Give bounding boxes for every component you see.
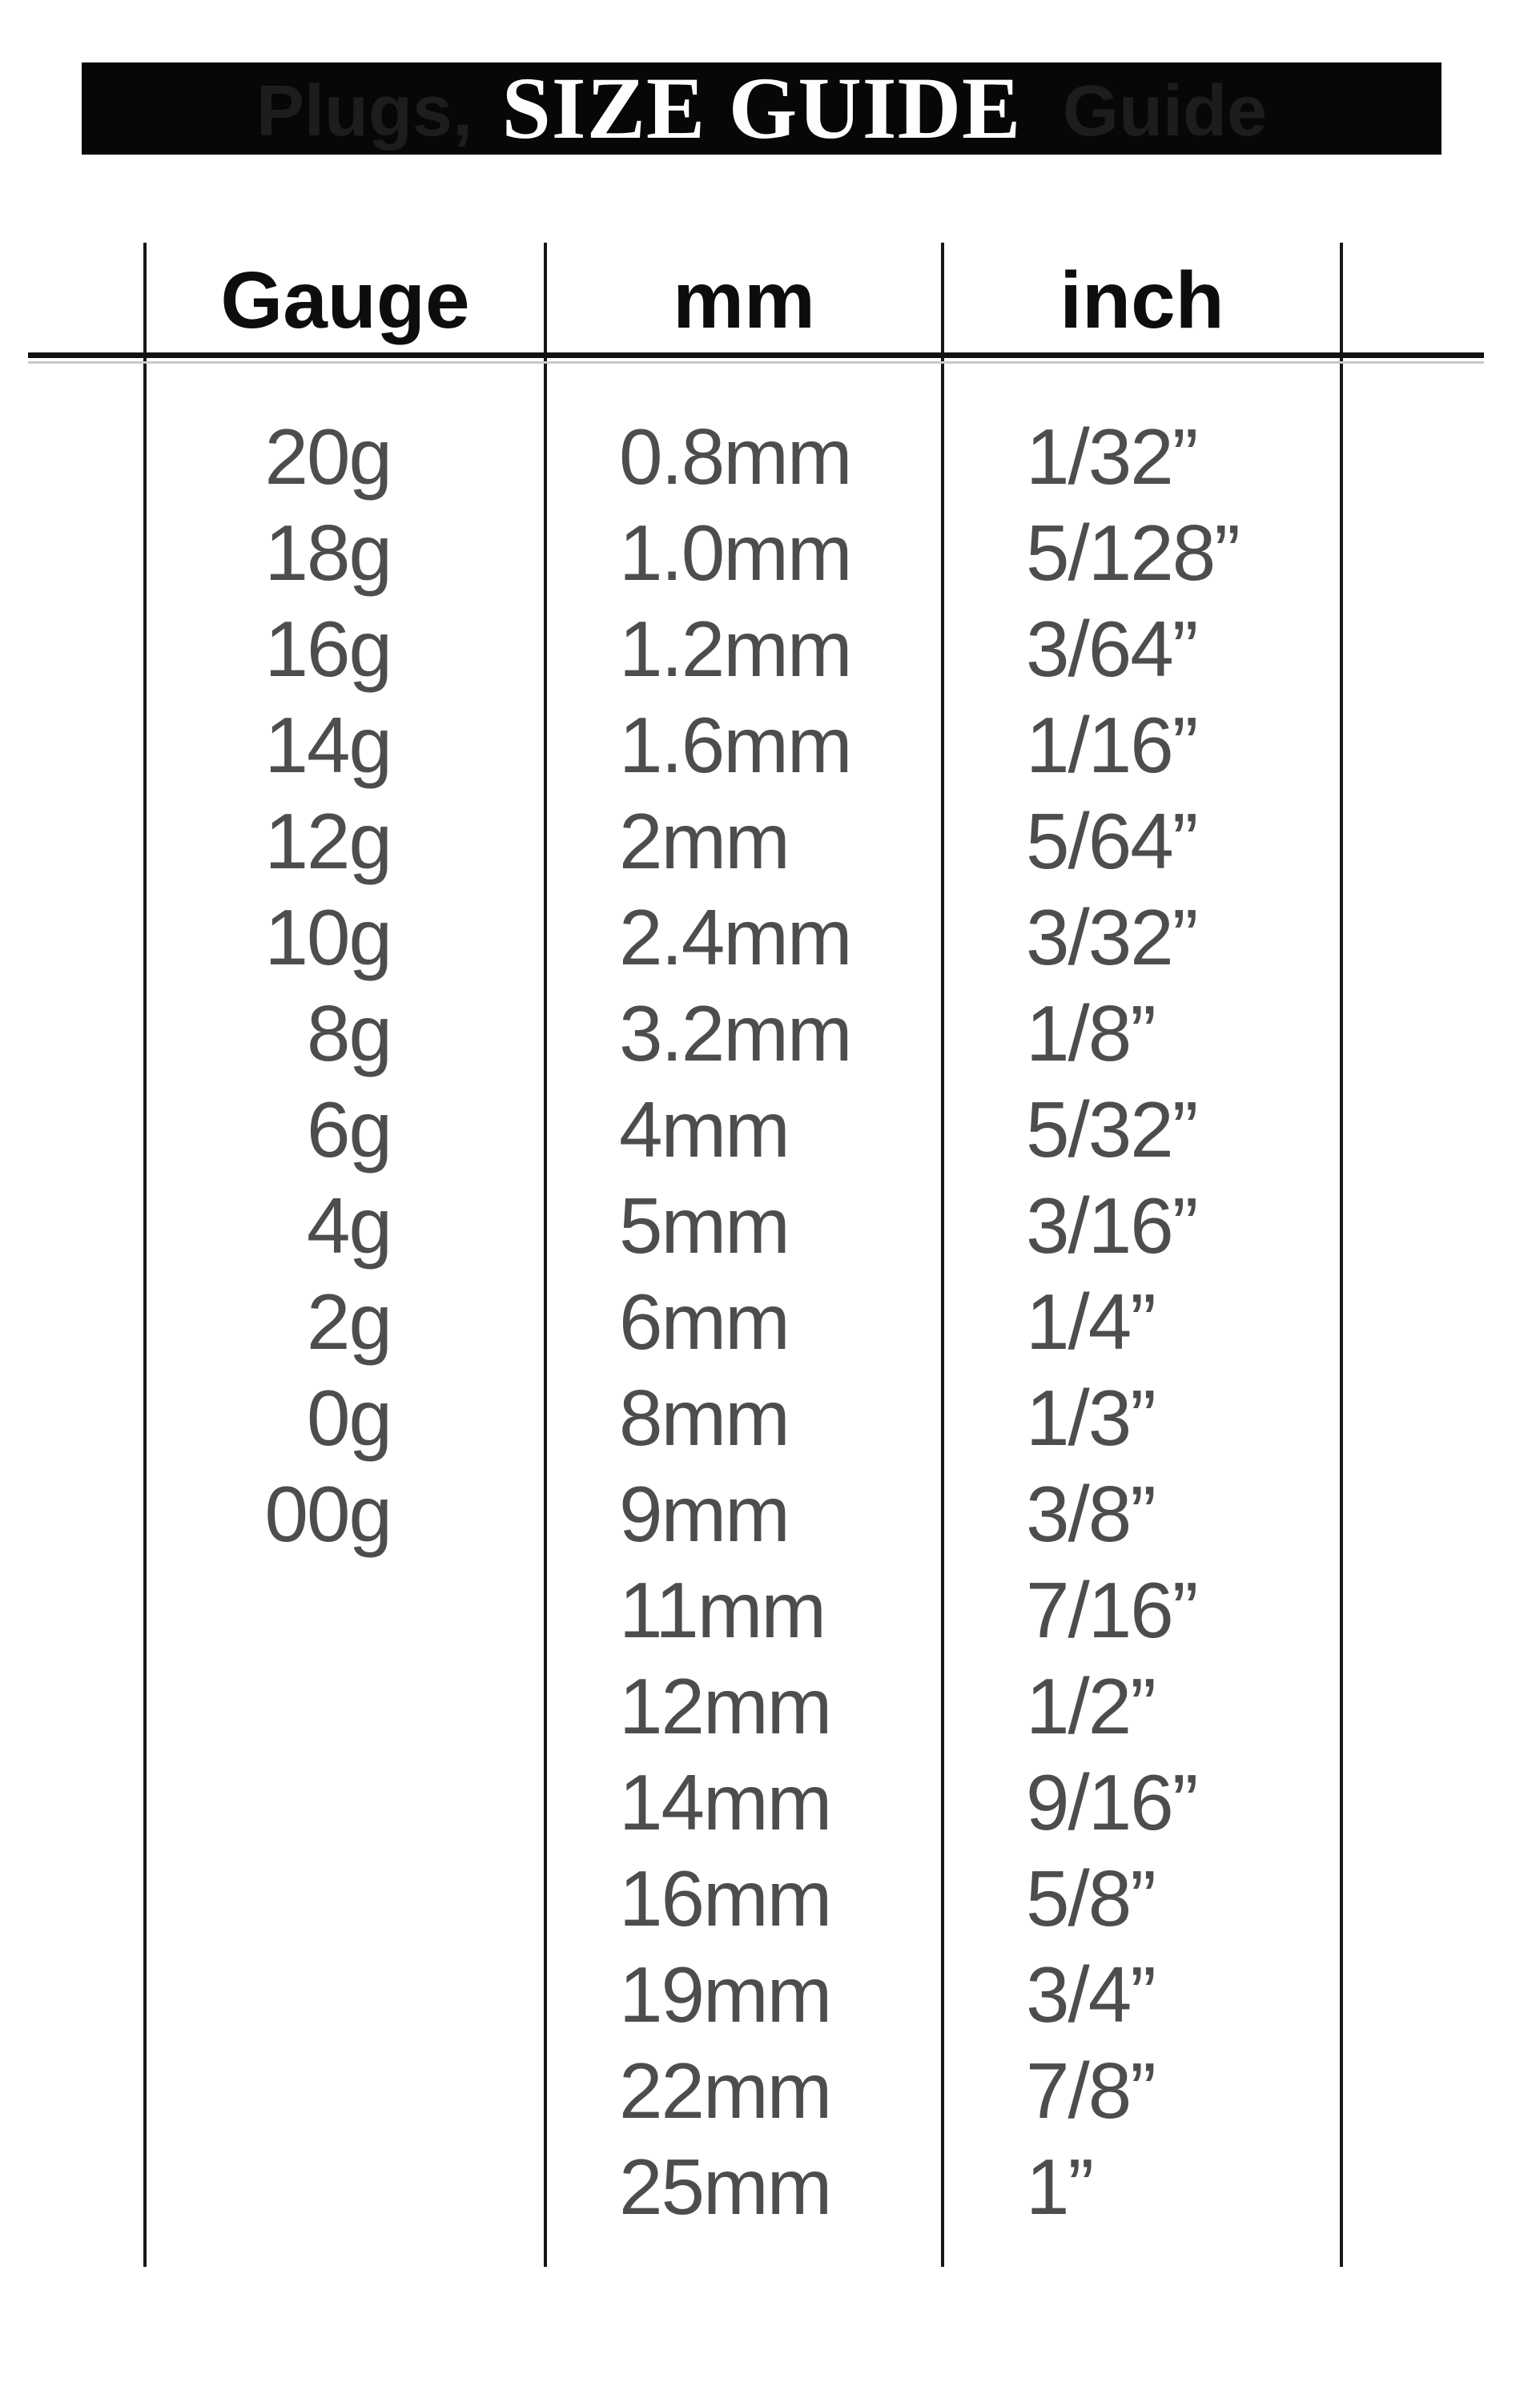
table-cell: 16mm [619, 1854, 831, 1942]
table-cell: 10g [264, 893, 391, 981]
table-cell: 3.2mm [619, 989, 851, 1077]
title-banner [82, 59, 1441, 157]
table-cell: 5/8” [1026, 1854, 1155, 1942]
table-cell: 1.6mm [619, 701, 851, 789]
table-cell: 5/128” [1026, 509, 1239, 597]
table-cell: 5mm [619, 1181, 789, 1270]
table-cell: 3/16” [1026, 1181, 1197, 1270]
table-cell: 16g [264, 605, 391, 693]
table-cell: 7/16” [1026, 1566, 1197, 1654]
page-title: SIZE GUIDE [501, 59, 1022, 157]
ghost-text-right: Guide [1063, 71, 1268, 151]
table-cell: 3/64” [1026, 605, 1197, 693]
table-cell: 14g [264, 701, 391, 789]
table-cell [0, 1658, 391, 1754]
column-header-gauge: Gauge [220, 256, 470, 345]
table-cell: 20g [264, 413, 391, 501]
table-cell: 3/4” [1026, 1950, 1155, 2039]
table-cell [0, 2043, 391, 2139]
table-cell: 25mm [619, 2143, 831, 2231]
table-cell: 1.2mm [619, 605, 851, 693]
inch-column [1026, 409, 1340, 2235]
table-cell [0, 1754, 391, 1850]
table-cell: 5/32” [1026, 1085, 1197, 1173]
table-cell: 3/8” [1026, 1470, 1155, 1558]
table-cell: 12mm [619, 1662, 831, 1750]
table-cell: 1” [1026, 2143, 1093, 2231]
table-cell: 6mm [619, 1278, 789, 1366]
table-cell: 7/8” [1026, 2047, 1155, 2135]
table-cell [0, 2139, 391, 2235]
table-cell [0, 1946, 391, 2043]
table-cell: 1/8” [1026, 989, 1155, 1077]
table-cell: 2mm [619, 797, 789, 885]
table-cell: 4mm [619, 1085, 789, 1173]
column-divider-line [1340, 243, 1343, 2267]
table-cell: 4g [306, 1181, 391, 1270]
column-header-inch: inch [1060, 256, 1224, 345]
table-cell: 9/16” [1026, 1758, 1197, 1846]
table-cell: 19mm [619, 1950, 831, 2039]
column-divider-line [941, 243, 944, 2267]
table-cell: 2g [306, 1278, 391, 1366]
table-cell: 22mm [619, 2047, 831, 2135]
table-cell: 1/3” [1026, 1374, 1155, 1462]
table-cell: 8mm [619, 1374, 789, 1462]
table-cell: 1.0mm [619, 509, 851, 597]
table-cell: 14mm [619, 1758, 831, 1846]
table-cell: 3/32” [1026, 893, 1197, 981]
table-cell [0, 1562, 391, 1658]
ghost-text-left: Plugs, [256, 71, 473, 151]
table-cell: 11mm [619, 1566, 826, 1654]
table-cell: 6g [306, 1085, 391, 1173]
table-cell: 1/2” [1026, 1662, 1155, 1750]
table-cell: 0.8mm [619, 413, 851, 501]
header-rule-shadow [28, 361, 1484, 364]
gauge-column [0, 409, 391, 2235]
column-header-mm: mm [673, 256, 815, 345]
table-cell: 12g [264, 797, 391, 885]
table-cell: 18g [264, 509, 391, 597]
mm-column [619, 409, 939, 2235]
table-cell: 0g [306, 1374, 391, 1462]
table-cell: 1/4” [1026, 1278, 1155, 1366]
table-cell: 8g [306, 989, 391, 1077]
table-cell [0, 1850, 391, 1946]
table-cell: 00g [264, 1470, 391, 1558]
table-cell: 1/16” [1026, 701, 1197, 789]
table-cell: 5/64” [1026, 797, 1197, 885]
column-divider-line [544, 243, 547, 2267]
table-cell: 9mm [619, 1470, 789, 1558]
table-cell: 1/32” [1026, 413, 1197, 501]
table-cell: 2.4mm [619, 893, 851, 981]
